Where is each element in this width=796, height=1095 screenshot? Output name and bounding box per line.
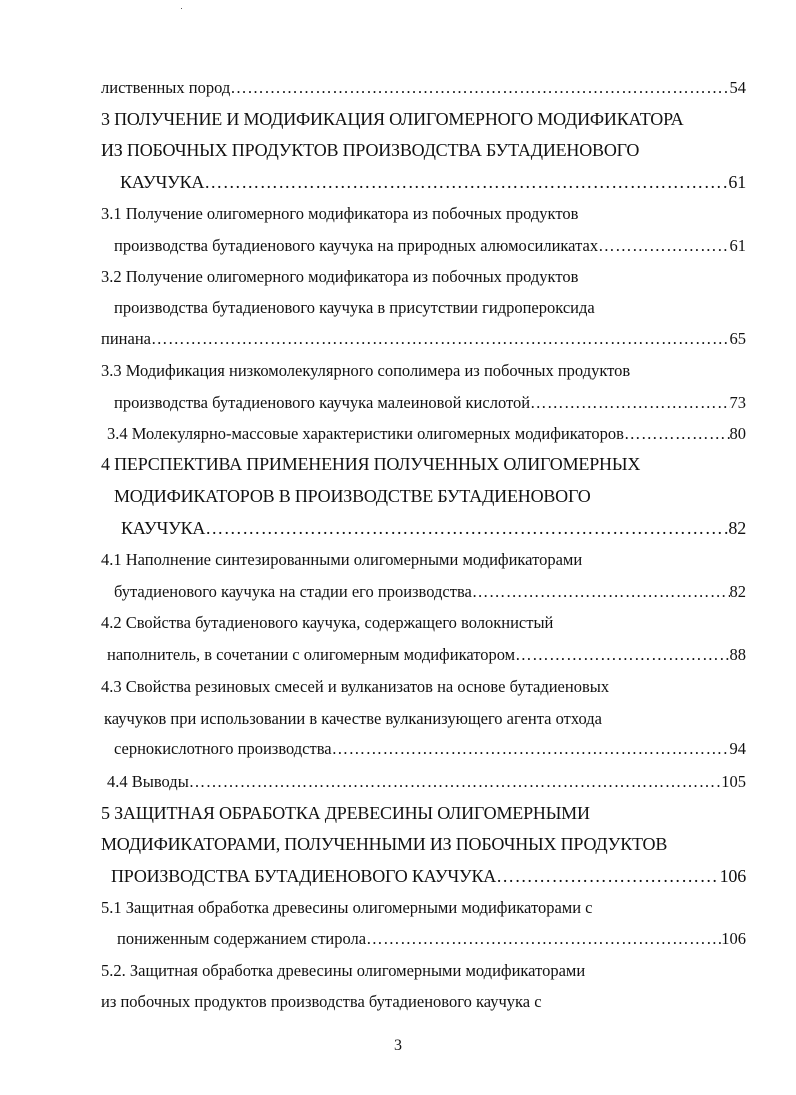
toc-entry-text: КАУЧУКА — [120, 172, 205, 192]
toc-entry-text: пониженным содержанием стирола — [117, 929, 367, 948]
toc-page-number: 94 — [729, 739, 746, 758]
toc-entry[interactable] — [111, 861, 746, 891]
toc-page-number: 65 — [729, 329, 746, 348]
subsection-text: 4.1 Наполнение синтезированными олигомерными модификаторами — [101, 550, 583, 569]
leader-dots — [530, 388, 729, 418]
leader-dots — [515, 640, 729, 670]
leader-dots — [624, 419, 730, 449]
toc-entry-text: 4.4 Выводы — [107, 772, 189, 791]
toc-page-number: 88 — [729, 645, 746, 664]
toc-entry-text: бутадиенового каучука на стадии его производства — [114, 582, 472, 601]
toc-entry[interactable] — [114, 577, 746, 607]
subsection-text: производства бутадиенового каучука в присутствии гидропероксида — [114, 298, 595, 317]
leader-dots — [230, 73, 729, 103]
subsection-text: каучуков при использовании в качестве вулканизующего агента отхода — [104, 709, 602, 728]
section-heading: МОДИФИКАТОРАМИ, ПОЛУЧЕННЫМИ ИЗ ПОБОЧНЫХ ПРОДУКТОВ — [101, 834, 668, 854]
leader-dots — [496, 861, 719, 891]
toc-entry[interactable] — [101, 73, 746, 103]
subsection-text: 5.1 Защитная обработка древесины олигомерными модификаторами с — [101, 898, 593, 917]
toc-page-number: 54 — [729, 78, 746, 97]
toc-entry[interactable] — [114, 734, 746, 764]
subsection-text: 4.2 Свойства бутадиенового каучука, содержащего волокнистый — [101, 613, 554, 632]
toc-page-number: 106 — [721, 929, 746, 948]
toc-page-number: 82 — [728, 518, 746, 538]
toc-entry[interactable] — [114, 231, 746, 261]
toc-entry-text: КАУЧУКА — [121, 518, 206, 538]
toc-entry-text: сернокислотного производства — [114, 739, 332, 758]
toc-page-number: 61 — [729, 236, 746, 255]
toc-entry[interactable] — [120, 167, 746, 197]
toc-page-number: 106 — [719, 866, 746, 886]
leader-dots — [332, 734, 730, 764]
subsection-text: 4.3 Свойства резиновых смесей и вулканизатов на основе бутадиеновых — [101, 677, 610, 696]
toc-page-number: 82 — [729, 582, 746, 601]
leader-dots — [472, 577, 730, 607]
leader-dots — [205, 513, 728, 543]
leader-dots — [598, 231, 729, 261]
section-heading: 3 ПОЛУЧЕНИЕ И МОДИФИКАЦИЯ ОЛИГОМЕРНОГО МОДИФИКАТОРА — [101, 109, 684, 129]
toc-entry-text: ПРОИЗВОДСТВА БУТАДИЕНОВОГО КАУЧУКА — [111, 866, 497, 886]
subsection-text: 3.3 Модификация низкомолекулярного сополимера из побочных продуктов — [101, 361, 631, 380]
toc-entry[interactable] — [107, 640, 746, 670]
toc-entry-text: производства бутадиенового каучука на природных алюмосиликатах — [114, 236, 599, 255]
toc-entry[interactable] — [101, 324, 746, 354]
section-heading: 4 ПЕРСПЕКТИВА ПРИМЕНЕНИЯ ПОЛУЧЕННЫХ ОЛИГОМЕРНЫХ — [101, 454, 641, 474]
leader-dots — [204, 167, 728, 197]
leader-dots — [151, 324, 730, 354]
toc-entry[interactable] — [114, 388, 746, 418]
section-heading: 5 ЗАЩИТНАЯ ОБРАБОТКА ДРЕВЕСИНЫ ОЛИГОМЕРНЫМИ — [101, 803, 590, 823]
toc-page-number: 73 — [729, 393, 746, 412]
toc-entry-text: пинана — [101, 329, 151, 348]
toc-entry[interactable] — [107, 767, 746, 797]
toc-entry[interactable] — [117, 924, 746, 954]
toc-entry[interactable] — [107, 419, 746, 449]
toc-page-number: 80 — [729, 424, 746, 443]
toc-entry-text: 3.4 Молекулярно-массовые характеристики олигомерных модификаторов — [107, 424, 624, 443]
section-heading: МОДИФИКАТОРОВ В ПРОИЗВОДСТВЕ БУТАДИЕНОВОГО — [114, 486, 591, 506]
toc-entry-text: наполнитель, в сочетании с олигомерным модификатором — [107, 645, 516, 664]
toc-entry[interactable] — [121, 513, 746, 543]
section-heading: ИЗ ПОБОЧНЫХ ПРОДУКТОВ ПРОИЗВОДСТВА БУТАДИЕНОВОГО — [101, 140, 640, 160]
leader-dots — [366, 924, 721, 954]
toc-page-number: 61 — [728, 172, 746, 192]
toc-entry-text: лиственных пород — [101, 78, 231, 97]
subsection-text: из побочных продуктов производства бутадиенового каучука с — [101, 992, 542, 1011]
subsection-text: 3.1 Получение олигомерного модификатора из побочных продуктов — [101, 204, 579, 223]
toc-page-number: 105 — [721, 772, 746, 791]
scan-speck — [181, 8, 182, 9]
subsection-text: 3.2 Получение олигомерного модификатора из побочных продуктов — [101, 267, 579, 286]
toc-entry-text: производства бутадиенового каучука малеиновой кислотой — [114, 393, 531, 412]
leader-dots — [189, 767, 721, 797]
page-number: 3 — [394, 1037, 402, 1054]
subsection-text: 5.2. Защитная обработка древесины олигомерными модификаторами — [101, 961, 586, 980]
